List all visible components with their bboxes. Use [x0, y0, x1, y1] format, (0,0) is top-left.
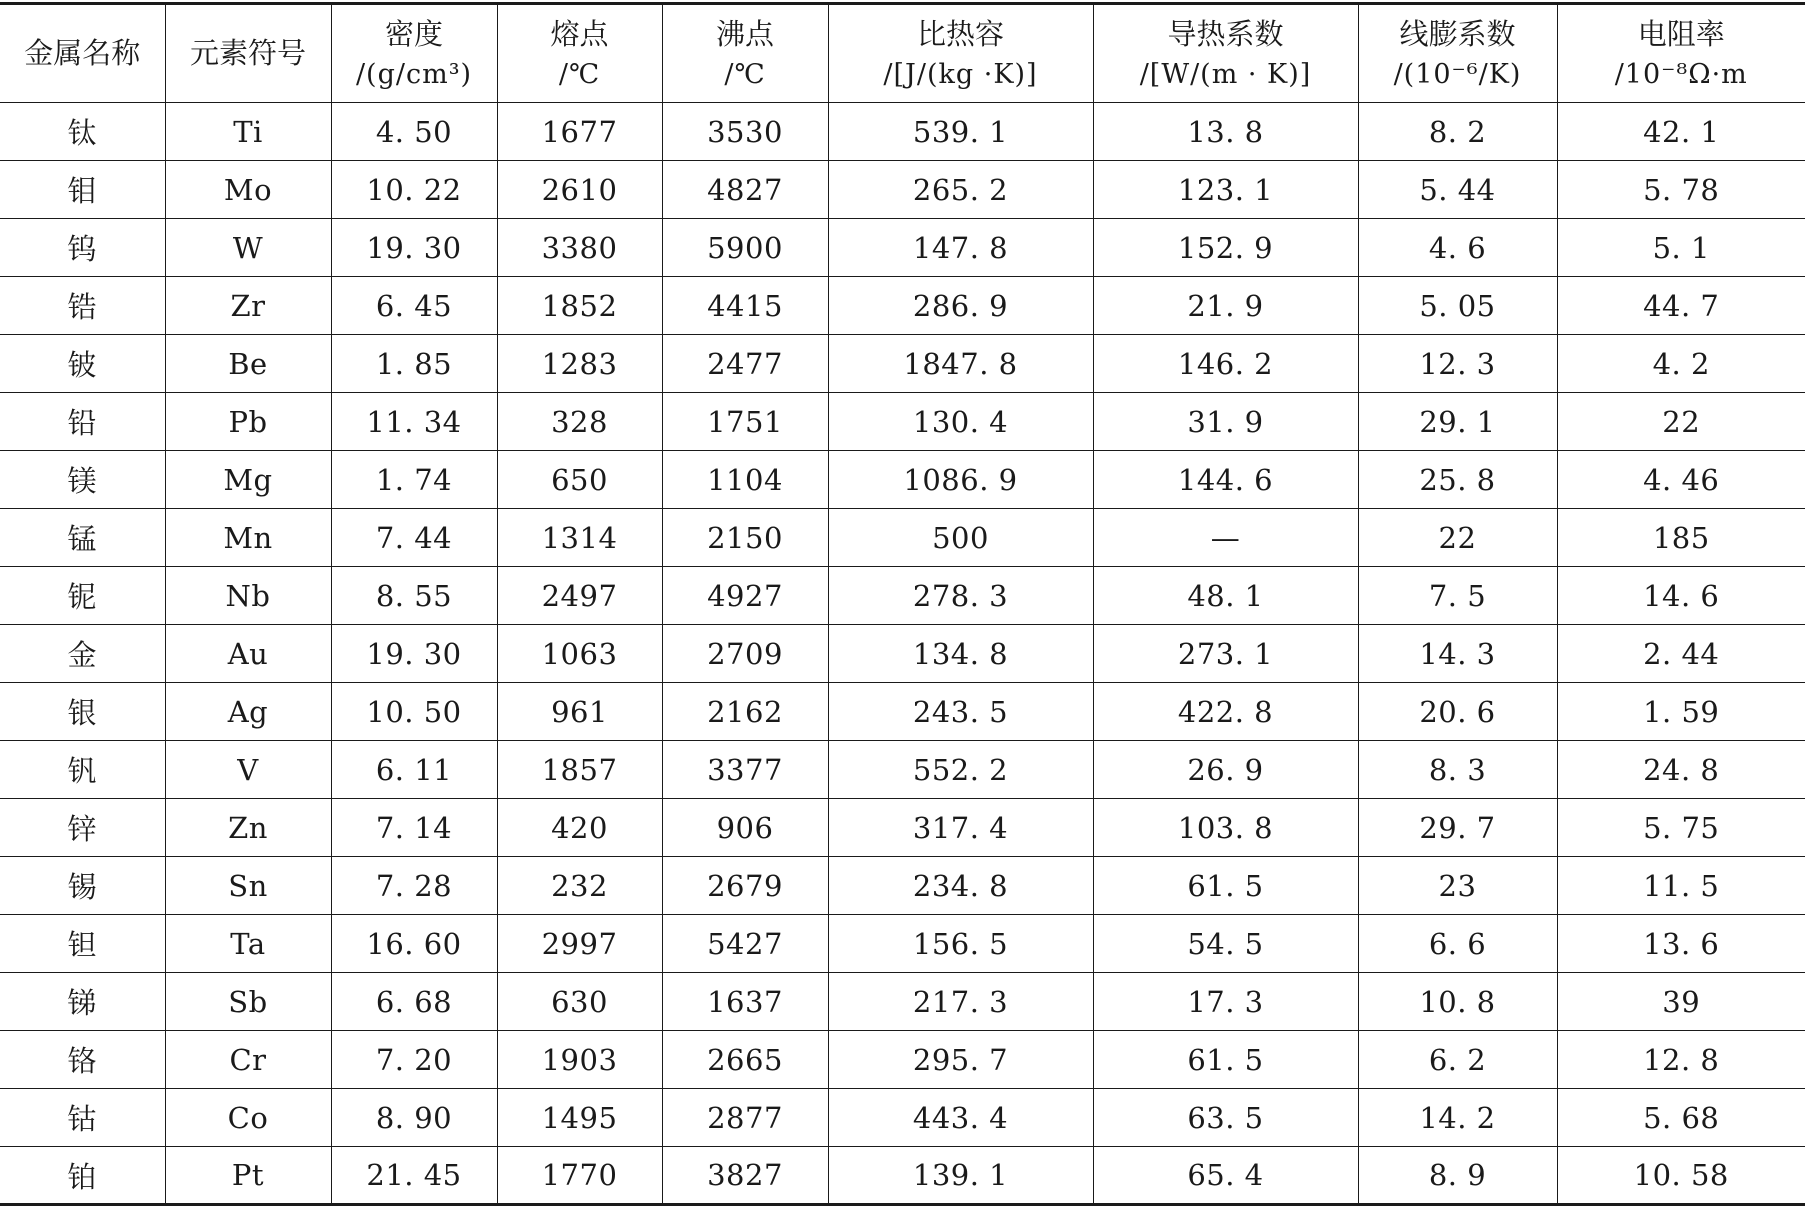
cell-metal-name: 镁: [0, 451, 165, 509]
table-row: [0, 741, 1805, 799]
cell-resistivity: 1. 59: [1557, 683, 1805, 741]
table-row: [0, 1031, 1805, 1089]
column-header-label: 元素符号: [166, 5, 331, 102]
column-header-specific-heat: [828, 4, 1093, 103]
cell-melting-point: 1857: [497, 741, 662, 799]
cell-boiling-point: 2162: [662, 683, 828, 741]
cell-linear-expansion: 4. 6: [1358, 219, 1557, 277]
table-row: [0, 973, 1805, 1031]
cell-metal-name: 钽: [0, 915, 165, 973]
cell-melting-point: 2497: [497, 567, 662, 625]
cell-metal-name: 锡: [0, 857, 165, 915]
cell-linear-expansion: 5. 44: [1358, 161, 1557, 219]
cell-metal-name: 铅: [0, 393, 165, 451]
cell-specific-heat: 500: [828, 509, 1093, 567]
header-row: [0, 4, 1805, 103]
table-row: [0, 683, 1805, 741]
cell-boiling-point: 2709: [662, 625, 828, 683]
cell-resistivity: 10. 58: [1557, 1147, 1805, 1205]
cell-element-symbol: Pb: [165, 393, 331, 451]
column-header-label: 比热容: [829, 13, 1093, 55]
column-header-label: 密度: [332, 13, 497, 55]
column-header-metal-name: [0, 4, 165, 103]
cell-melting-point: 1314: [497, 509, 662, 567]
cell-metal-name: 锆: [0, 277, 165, 335]
cell-element-symbol: Co: [165, 1089, 331, 1147]
cell-melting-point: 961: [497, 683, 662, 741]
cell-metal-name: 银: [0, 683, 165, 741]
cell-density: 19. 30: [331, 625, 497, 683]
cell-thermal-conductivity: 13. 8: [1093, 103, 1358, 161]
cell-element-symbol: Cr: [165, 1031, 331, 1089]
cell-specific-heat: 217. 3: [828, 973, 1093, 1031]
cell-thermal-conductivity: 422. 8: [1093, 683, 1358, 741]
cell-density: 19. 30: [331, 219, 497, 277]
cell-boiling-point: 2150: [662, 509, 828, 567]
cell-metal-name: 钨: [0, 219, 165, 277]
cell-element-symbol: Mg: [165, 451, 331, 509]
cell-density: 1. 74: [331, 451, 497, 509]
cell-thermal-conductivity: 26. 9: [1093, 741, 1358, 799]
column-header-label: 熔点: [498, 13, 662, 55]
cell-specific-heat: 552. 2: [828, 741, 1093, 799]
cell-linear-expansion: 23: [1358, 857, 1557, 915]
cell-linear-expansion: 5. 05: [1358, 277, 1557, 335]
column-header-thermal-conductivity: [1093, 4, 1358, 103]
table-row: [0, 1147, 1805, 1205]
cell-density: 6. 11: [331, 741, 497, 799]
column-header-label: 电阻率: [1558, 13, 1805, 55]
cell-resistivity: 24. 8: [1557, 741, 1805, 799]
cell-specific-heat: 1847. 8: [828, 335, 1093, 393]
cell-linear-expansion: 8. 9: [1358, 1147, 1557, 1205]
cell-element-symbol: W: [165, 219, 331, 277]
column-header-label: 线膨系数: [1359, 13, 1557, 55]
cell-resistivity: 11. 5: [1557, 857, 1805, 915]
cell-element-symbol: Sn: [165, 857, 331, 915]
cell-thermal-conductivity: 103. 8: [1093, 799, 1358, 857]
cell-linear-expansion: 10. 8: [1358, 973, 1557, 1031]
table-row: [0, 509, 1805, 567]
cell-metal-name: 铌: [0, 567, 165, 625]
cell-melting-point: 1677: [497, 103, 662, 161]
cell-metal-name: 锌: [0, 799, 165, 857]
cell-element-symbol: Pt: [165, 1147, 331, 1205]
column-header-unit: /℃: [663, 55, 828, 95]
cell-melting-point: 1770: [497, 1147, 662, 1205]
cell-thermal-conductivity: 152. 9: [1093, 219, 1358, 277]
cell-resistivity: 5. 1: [1557, 219, 1805, 277]
cell-density: 7. 20: [331, 1031, 497, 1089]
cell-element-symbol: V: [165, 741, 331, 799]
cell-thermal-conductivity: 63. 5: [1093, 1089, 1358, 1147]
cell-boiling-point: 3377: [662, 741, 828, 799]
cell-specific-heat: 265. 2: [828, 161, 1093, 219]
table-row: [0, 915, 1805, 973]
table-row: [0, 277, 1805, 335]
cell-resistivity: 22: [1557, 393, 1805, 451]
cell-linear-expansion: 29. 7: [1358, 799, 1557, 857]
cell-density: 11. 34: [331, 393, 497, 451]
cell-resistivity: 5. 68: [1557, 1089, 1805, 1147]
cell-element-symbol: Sb: [165, 973, 331, 1031]
cell-linear-expansion: 29. 1: [1358, 393, 1557, 451]
column-header-label: 导热系数: [1094, 13, 1358, 55]
column-header-unit: /[J/(kg ·K)]: [829, 55, 1093, 95]
cell-boiling-point: 4927: [662, 567, 828, 625]
column-header-unit: /(10⁻⁶/K): [1359, 55, 1557, 95]
table-row: [0, 103, 1805, 161]
cell-specific-heat: 295. 7: [828, 1031, 1093, 1089]
table-row: [0, 799, 1805, 857]
cell-thermal-conductivity: 31. 9: [1093, 393, 1358, 451]
table-body: [0, 103, 1805, 1205]
cell-element-symbol: Be: [165, 335, 331, 393]
cell-element-symbol: Ta: [165, 915, 331, 973]
cell-metal-name: 锰: [0, 509, 165, 567]
cell-resistivity: 4. 2: [1557, 335, 1805, 393]
cell-linear-expansion: 7. 5: [1358, 567, 1557, 625]
cell-resistivity: 13. 6: [1557, 915, 1805, 973]
cell-boiling-point: 1751: [662, 393, 828, 451]
cell-boiling-point: 3827: [662, 1147, 828, 1205]
table-row: [0, 1089, 1805, 1147]
cell-metal-name: 钴: [0, 1089, 165, 1147]
column-header-unit: /[W/(m · K)]: [1094, 55, 1358, 95]
cell-linear-expansion: 22: [1358, 509, 1557, 567]
cell-thermal-conductivity: 273. 1: [1093, 625, 1358, 683]
cell-boiling-point: 1637: [662, 973, 828, 1031]
cell-metal-name: 铍: [0, 335, 165, 393]
cell-resistivity: 42. 1: [1557, 103, 1805, 161]
table-row: [0, 161, 1805, 219]
cell-thermal-conductivity: 144. 6: [1093, 451, 1358, 509]
cell-density: 21. 45: [331, 1147, 497, 1205]
cell-density: 7. 28: [331, 857, 497, 915]
cell-specific-heat: 317. 4: [828, 799, 1093, 857]
cell-melting-point: 2610: [497, 161, 662, 219]
cell-boiling-point: 2679: [662, 857, 828, 915]
table-row: [0, 393, 1805, 451]
cell-density: 4. 50: [331, 103, 497, 161]
cell-specific-heat: 139. 1: [828, 1147, 1093, 1205]
cell-boiling-point: 906: [662, 799, 828, 857]
cell-density: 6. 68: [331, 973, 497, 1031]
cell-thermal-conductivity: 61. 5: [1093, 1031, 1358, 1089]
cell-element-symbol: Mo: [165, 161, 331, 219]
cell-specific-heat: 234. 8: [828, 857, 1093, 915]
cell-element-symbol: Zn: [165, 799, 331, 857]
cell-thermal-conductivity: 21. 9: [1093, 277, 1358, 335]
column-header-unit: /℃: [498, 55, 662, 95]
cell-specific-heat: 443. 4: [828, 1089, 1093, 1147]
cell-melting-point: 1283: [497, 335, 662, 393]
cell-thermal-conductivity: 48. 1: [1093, 567, 1358, 625]
column-header-element-symbol: [165, 4, 331, 103]
column-header-resistivity: [1557, 4, 1805, 103]
table-row: [0, 219, 1805, 277]
cell-element-symbol: Ag: [165, 683, 331, 741]
cell-melting-point: 232: [497, 857, 662, 915]
cell-resistivity: 4. 46: [1557, 451, 1805, 509]
cell-density: 7. 44: [331, 509, 497, 567]
column-header-boiling-point: [662, 4, 828, 103]
cell-metal-name: 金: [0, 625, 165, 683]
cell-boiling-point: 1104: [662, 451, 828, 509]
cell-metal-name: 钒: [0, 741, 165, 799]
cell-metal-name: 铂: [0, 1147, 165, 1205]
cell-melting-point: 328: [497, 393, 662, 451]
cell-melting-point: 650: [497, 451, 662, 509]
cell-melting-point: 1903: [497, 1031, 662, 1089]
column-header-label: 金属名称: [0, 5, 165, 102]
cell-boiling-point: 2877: [662, 1089, 828, 1147]
cell-resistivity: 5. 78: [1557, 161, 1805, 219]
column-header-label: 沸点: [663, 13, 828, 55]
cell-linear-expansion: 14. 3: [1358, 625, 1557, 683]
cell-element-symbol: Zr: [165, 277, 331, 335]
cell-specific-heat: 278. 3: [828, 567, 1093, 625]
cell-boiling-point: 4827: [662, 161, 828, 219]
cell-melting-point: 1495: [497, 1089, 662, 1147]
cell-metal-name: 铬: [0, 1031, 165, 1089]
cell-linear-expansion: 25. 8: [1358, 451, 1557, 509]
cell-resistivity: 5. 75: [1557, 799, 1805, 857]
cell-density: 8. 55: [331, 567, 497, 625]
cell-linear-expansion: 14. 2: [1358, 1089, 1557, 1147]
cell-resistivity: 14. 6: [1557, 567, 1805, 625]
cell-boiling-point: 4415: [662, 277, 828, 335]
cell-specific-heat: 539. 1: [828, 103, 1093, 161]
cell-thermal-conductivity: 61. 5: [1093, 857, 1358, 915]
cell-metal-name: 钛: [0, 103, 165, 161]
column-header-melting-point: [497, 4, 662, 103]
cell-specific-heat: 134. 8: [828, 625, 1093, 683]
column-header-unit: /10⁻⁸Ω·m: [1558, 55, 1805, 95]
table-row: [0, 451, 1805, 509]
cell-thermal-conductivity: 65. 4: [1093, 1147, 1358, 1205]
cell-specific-heat: 286. 9: [828, 277, 1093, 335]
cell-thermal-conductivity: 146. 2: [1093, 335, 1358, 393]
cell-linear-expansion: 6. 2: [1358, 1031, 1557, 1089]
cell-specific-heat: 156. 5: [828, 915, 1093, 973]
cell-linear-expansion: 20. 6: [1358, 683, 1557, 741]
cell-density: 1. 85: [331, 335, 497, 393]
cell-metal-name: 钼: [0, 161, 165, 219]
cell-resistivity: 185: [1557, 509, 1805, 567]
cell-thermal-conductivity: 17. 3: [1093, 973, 1358, 1031]
cell-resistivity: 2. 44: [1557, 625, 1805, 683]
cell-density: 10. 22: [331, 161, 497, 219]
table-row: [0, 625, 1805, 683]
cell-linear-expansion: 8. 3: [1358, 741, 1557, 799]
cell-density: 7. 14: [331, 799, 497, 857]
cell-boiling-point: 2665: [662, 1031, 828, 1089]
cell-density: 6. 45: [331, 277, 497, 335]
table-header: [0, 4, 1805, 103]
column-header-unit: /(g/cm³): [332, 55, 497, 95]
cell-thermal-conductivity: 54. 5: [1093, 915, 1358, 973]
cell-specific-heat: 147. 8: [828, 219, 1093, 277]
cell-melting-point: 3380: [497, 219, 662, 277]
cell-element-symbol: Mn: [165, 509, 331, 567]
cell-density: 16. 60: [331, 915, 497, 973]
cell-resistivity: 12. 8: [1557, 1031, 1805, 1089]
cell-melting-point: 630: [497, 973, 662, 1031]
cell-specific-heat: 243. 5: [828, 683, 1093, 741]
cell-specific-heat: 1086. 9: [828, 451, 1093, 509]
cell-element-symbol: Au: [165, 625, 331, 683]
cell-linear-expansion: 6. 6: [1358, 915, 1557, 973]
cell-density: 10. 50: [331, 683, 497, 741]
cell-melting-point: 2997: [497, 915, 662, 973]
cell-specific-heat: 130. 4: [828, 393, 1093, 451]
metal-properties-table: [0, 2, 1805, 1206]
cell-linear-expansion: 12. 3: [1358, 335, 1557, 393]
cell-boiling-point: 5900: [662, 219, 828, 277]
cell-melting-point: 1852: [497, 277, 662, 335]
cell-boiling-point: 5427: [662, 915, 828, 973]
cell-resistivity: 39: [1557, 973, 1805, 1031]
table-row: [0, 567, 1805, 625]
cell-element-symbol: Nb: [165, 567, 331, 625]
cell-thermal-conductivity: 123. 1: [1093, 161, 1358, 219]
cell-element-symbol: Ti: [165, 103, 331, 161]
cell-boiling-point: 2477: [662, 335, 828, 393]
table-row: [0, 335, 1805, 393]
cell-metal-name: 锑: [0, 973, 165, 1031]
cell-melting-point: 420: [497, 799, 662, 857]
cell-thermal-conductivity: —: [1093, 509, 1358, 567]
table-row: [0, 857, 1805, 915]
cell-linear-expansion: 8. 2: [1358, 103, 1557, 161]
column-header-density: [331, 4, 497, 103]
column-header-linear-expansion: [1358, 4, 1557, 103]
cell-density: 8. 90: [331, 1089, 497, 1147]
cell-melting-point: 1063: [497, 625, 662, 683]
cell-resistivity: 44. 7: [1557, 277, 1805, 335]
cell-boiling-point: 3530: [662, 103, 828, 161]
